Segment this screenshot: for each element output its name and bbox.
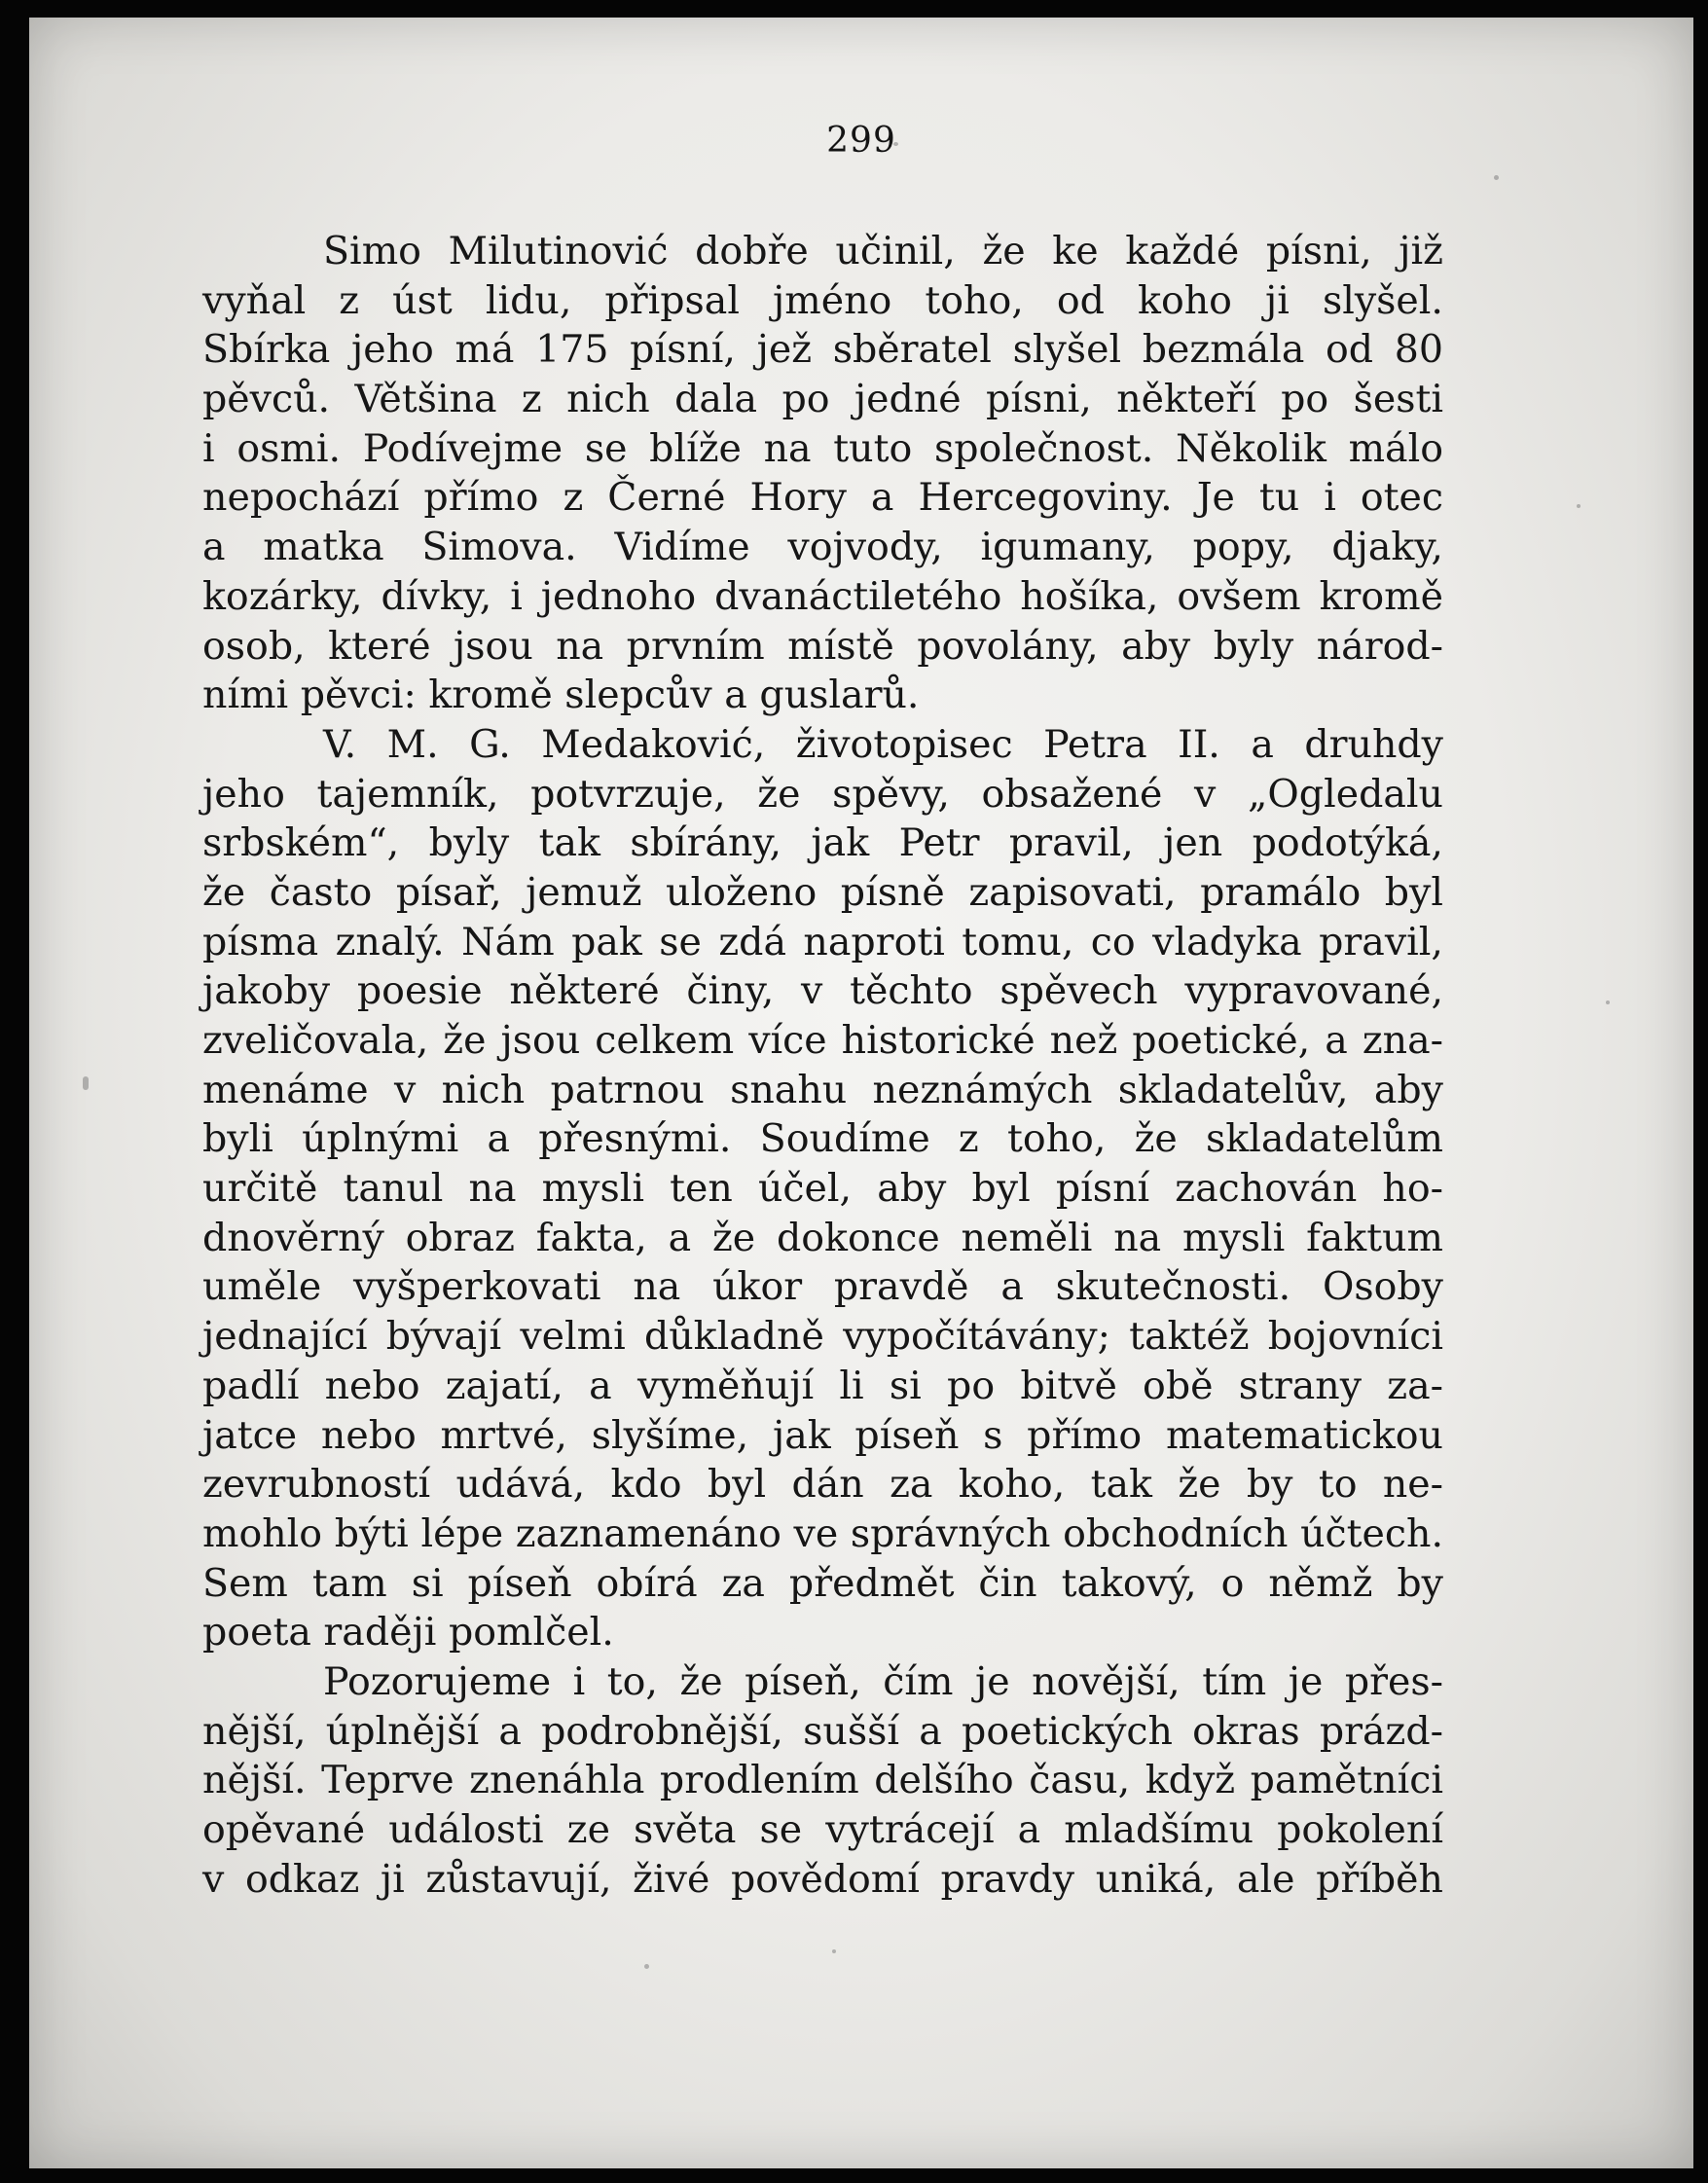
text-line: jeho tajemník, potvrzuje, že spěvy, obsažené v „Ogledalu: [202, 771, 1443, 817]
text-line: mohlo býti lépe zaznamenáno ve správných obchodních účtech.: [202, 1510, 1443, 1556]
page-number: 299: [826, 121, 896, 161]
paper-speck: [83, 1076, 89, 1090]
text-line: jakoby poesie některé činy, v těchto spěvech vypravované,: [202, 968, 1443, 1014]
paragraph-2: [202, 720, 1443, 1657]
text-line: a matka Simova. Vidíme vojvody, igumany, popy, djaky,: [202, 525, 1443, 570]
text-line: V. M. G. Medaković, životopisec Petra II. a druhdy: [323, 721, 1443, 767]
text-line: opěvané události ze světa se vytrácejí a mladšímu pokolení: [202, 1807, 1443, 1852]
paper-speck: [1577, 504, 1581, 508]
text-line: Sbírka jeho má 175 písní, jež sběratel slyšel bezmála od 80: [202, 327, 1443, 373]
text-line: písma znalý. Nám pak se zdá naproti tomu, co vladyka pravil,: [202, 919, 1443, 964]
text-line: kozárky, dívky, i jednoho dvanáctiletého hošíka, ovšem kromě: [202, 573, 1443, 619]
text-line: zveličovala, že jsou celkem více historické než poetické, a zna-: [202, 1018, 1443, 1063]
text-line: určitě tanul na mysli ten účel, aby byl písní zachován ho-: [202, 1166, 1443, 1212]
text-line: nepochází přímo z Černé Hory a Hercegoviny. Je tu i otec: [202, 475, 1443, 521]
text-line: jednající bývají velmi důkladně vypočítávány; taktéž bojovníci: [202, 1314, 1443, 1360]
paper-speck: [832, 1949, 836, 1953]
paragraph-3: [202, 1657, 1443, 1904]
paragraph-1: [202, 227, 1443, 720]
text-line: srbském“, byly tak sbírány, jak Petr pravil, jen podotýká,: [202, 820, 1443, 866]
text-line: uměle vyšperkovati na úkor pravdě a skutečnosti. Osoby: [202, 1264, 1443, 1310]
text-line: Sem tam si píseň obírá za předmět čin takový, o němž by: [202, 1560, 1443, 1606]
text-line: osob, které jsou na prvním místě povolány, aby byly národ-: [202, 623, 1443, 669]
body-text: [202, 227, 1443, 1904]
text-line: poeta raději pomlčel.: [202, 1610, 614, 1655]
text-line: Pozorujeme i to, že píseň, čím je novější, tím je přes-: [323, 1658, 1443, 1704]
text-line: nější, úplnější a podrobnější, sušší a poetických okras prázd-: [202, 1708, 1443, 1754]
paper-speck: [644, 1964, 649, 1969]
text-line: menáme v nich patrnou snahu neznámých skladatelův, aby: [202, 1067, 1443, 1112]
text-line: byli úplnými a přesnými. Soudíme z toho, že skladatelům: [202, 1116, 1443, 1162]
text-line: vyňal z úst lidu, připsal jméno toho, od koho ji slyšel.: [202, 277, 1443, 323]
paper-speck: [1606, 1001, 1610, 1004]
text-line: Simo Milutinović dobře učinil, že ke každé písni, již: [323, 229, 1443, 273]
book-page: [29, 18, 1693, 2168]
text-line: pěvců. Většina z nich dala po jedné písni, někteří po šesti: [202, 377, 1443, 422]
text-line: zevrubností udává, kdo byl dán za koho, tak že by to ne-: [202, 1462, 1443, 1508]
text-line: že často písař, jemuž uloženo písně zapisovati, pramálo byl: [202, 869, 1443, 915]
text-line: ními pěvci: kromě slepcův a guslarů.: [202, 673, 920, 718]
text-line: nější. Teprve znenáhla prodlením delšího času, když pamětníci: [202, 1758, 1443, 1803]
text-line: v odkaz ji zůstavují, živé povědomí pravdy uniká, ale příběh: [202, 1856, 1443, 1902]
text-line: padlí nebo zajatí, a vyměňují li si po bitvě obě strany za-: [202, 1363, 1443, 1408]
text-line: jatce nebo mrtvé, slyšíme, jak píseň s přímo matematickou: [202, 1412, 1443, 1458]
text-line: i osmi. Podívejme se blíže na tuto společnost. Několik málo: [202, 425, 1443, 471]
text-line: dnověrný obraz fakta, a že dokonce neměli na mysli faktum: [202, 1215, 1443, 1260]
paper-speck: [1494, 175, 1499, 180]
